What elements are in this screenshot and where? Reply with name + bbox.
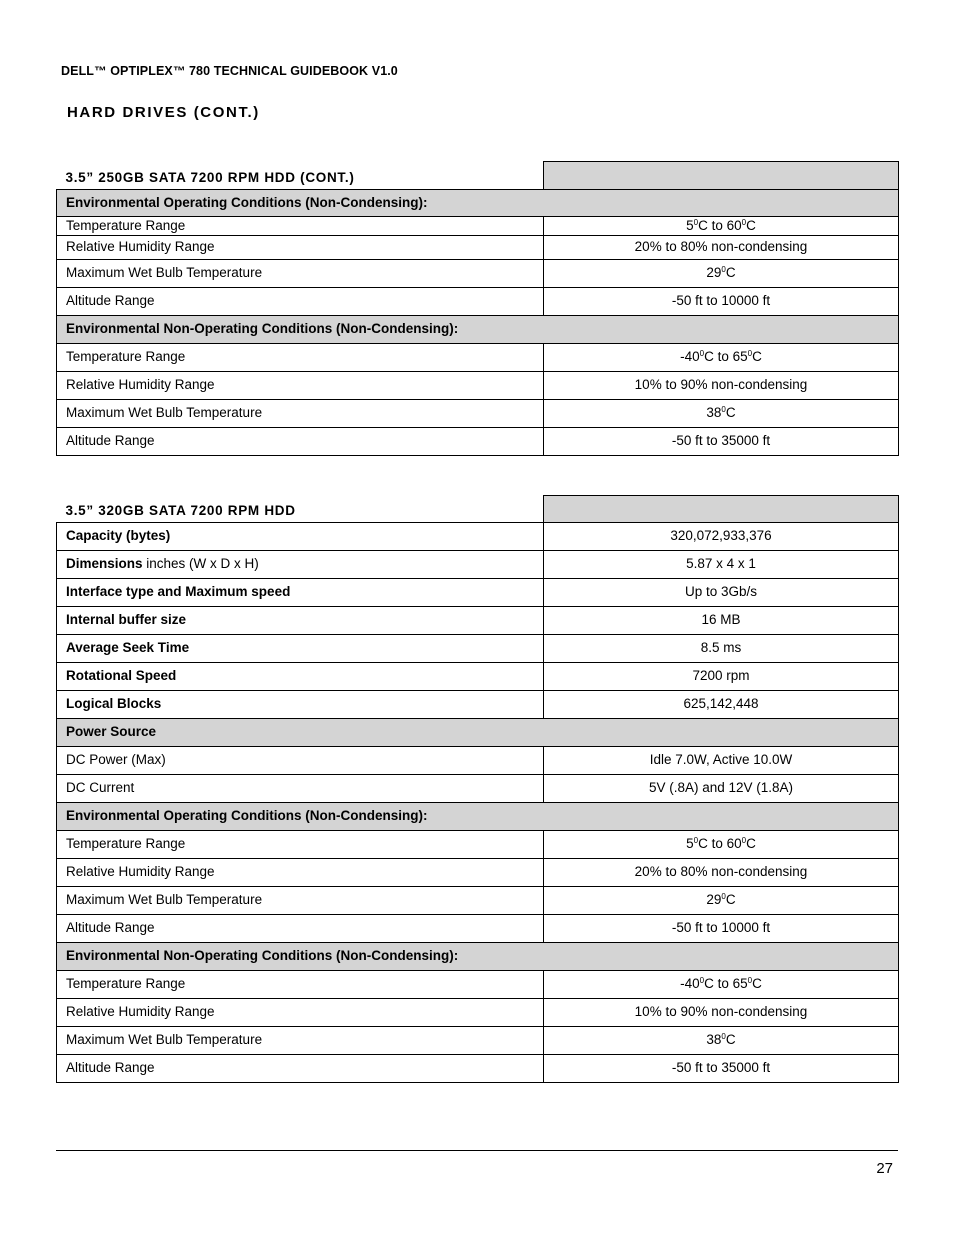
row-value: 20% to 80% non-condensing bbox=[544, 236, 899, 260]
row-label: Capacity (bytes) bbox=[57, 523, 544, 551]
section-header-operating: Environmental Operating Conditions (Non-Condensing): bbox=[57, 190, 899, 217]
row-label: Maximum Wet Bulb Temperature bbox=[57, 400, 544, 428]
row-value: $-40^0C$ to $65^0C$ bbox=[544, 344, 899, 372]
row-label: Relative Humidity Range bbox=[57, 236, 544, 260]
row-value: -50 ft to 35000 ft bbox=[544, 428, 899, 456]
document-title: DELL™ OPTIPLEX™ 780 TECHNICAL GUIDEBOOK V1.0 bbox=[61, 64, 398, 78]
table-row bbox=[57, 607, 899, 635]
table-row bbox=[57, 523, 899, 551]
table-row bbox=[57, 372, 899, 400]
table-row bbox=[57, 1055, 899, 1083]
row-value: Idle 7.0W, Active 10.0W bbox=[544, 747, 899, 775]
table-row bbox=[57, 551, 899, 579]
row-label: Temperature Range bbox=[57, 971, 544, 999]
table-title-value-cell bbox=[544, 496, 899, 523]
table-row bbox=[57, 635, 899, 663]
row-label: Logical Blocks bbox=[57, 691, 544, 719]
row-label: Interface type and Maximum speed bbox=[57, 579, 544, 607]
row-value: $5^0C$ to $60^0C$ bbox=[544, 831, 899, 859]
table-row bbox=[57, 400, 899, 428]
table-row bbox=[57, 971, 899, 999]
section-header-row bbox=[57, 803, 899, 831]
table-row bbox=[57, 859, 899, 887]
section-header-row bbox=[57, 190, 899, 217]
row-value: Up to 3Gb/s bbox=[544, 579, 899, 607]
table-row bbox=[57, 236, 899, 260]
table-title-row bbox=[57, 162, 899, 190]
section-header-power: Power Source bbox=[57, 719, 899, 747]
row-label: DC Power (Max) bbox=[57, 747, 544, 775]
row-value: $38^0C$ bbox=[544, 400, 899, 428]
row-label: Temperature Range bbox=[57, 217, 544, 236]
section-header-row bbox=[57, 316, 899, 344]
row-label: Rotational Speed bbox=[57, 663, 544, 691]
table-row bbox=[57, 428, 899, 456]
row-value: 625,142,448 bbox=[544, 691, 899, 719]
spec-table-320gb bbox=[56, 495, 899, 1083]
row-label: Dimensions inches (W x D x H) bbox=[57, 551, 544, 579]
row-label: Maximum Wet Bulb Temperature bbox=[57, 260, 544, 288]
row-value: 320,072,933,376 bbox=[544, 523, 899, 551]
row-label: Relative Humidity Range bbox=[57, 999, 544, 1027]
table-title: 3.5” 320GB SATA 7200 RPM HDD bbox=[65, 503, 296, 519]
row-value: $29^0C$ bbox=[544, 887, 899, 915]
table-row bbox=[57, 1027, 899, 1055]
row-label: Altitude Range bbox=[57, 1055, 544, 1083]
row-label: Altitude Range bbox=[57, 915, 544, 943]
row-label: Internal buffer size bbox=[57, 607, 544, 635]
row-label: Average Seek Time bbox=[57, 635, 544, 663]
row-label: Relative Humidity Range bbox=[57, 372, 544, 400]
row-value: 7200 rpm bbox=[544, 663, 899, 691]
table-row bbox=[57, 344, 899, 372]
table-row bbox=[57, 775, 899, 803]
row-label: Temperature Range bbox=[57, 831, 544, 859]
table-row bbox=[57, 691, 899, 719]
table-row bbox=[57, 260, 899, 288]
section-title: HARD DRIVES (CONT.) bbox=[67, 104, 260, 121]
section-header-row bbox=[57, 943, 899, 971]
section-header-non-operating: Environmental Non-Operating Conditions (Non-Condensing): bbox=[57, 943, 899, 971]
section-header-operating: Environmental Operating Conditions (Non-Condensing): bbox=[57, 803, 899, 831]
row-value: $5^0C$ to $60^0C$ bbox=[544, 217, 899, 236]
table-row bbox=[57, 579, 899, 607]
row-value: 16 MB bbox=[544, 607, 899, 635]
table-row bbox=[57, 747, 899, 775]
footer-divider bbox=[56, 1150, 898, 1151]
row-value: 10% to 90% non-condensing bbox=[544, 999, 899, 1027]
table-row bbox=[57, 915, 899, 943]
table-row bbox=[57, 217, 899, 236]
row-label: Temperature Range bbox=[57, 344, 544, 372]
row-value: 5V (.8A) and 12V (1.8A) bbox=[544, 775, 899, 803]
row-value: 10% to 90% non-condensing bbox=[544, 372, 899, 400]
table-row bbox=[57, 887, 899, 915]
row-value: -50 ft to 35000 ft bbox=[544, 1055, 899, 1083]
section-header-row bbox=[57, 719, 899, 747]
table-row bbox=[57, 288, 899, 316]
row-label: Altitude Range bbox=[57, 428, 544, 456]
row-label: Maximum Wet Bulb Temperature bbox=[57, 1027, 544, 1055]
row-label: Maximum Wet Bulb Temperature bbox=[57, 887, 544, 915]
row-label: Relative Humidity Range bbox=[57, 859, 544, 887]
table-row bbox=[57, 663, 899, 691]
row-label: DC Current bbox=[57, 775, 544, 803]
table-title: 3.5” 250GB SATA 7200 RPM HDD (CONT.) bbox=[65, 170, 355, 186]
row-value: 5.87 x 4 x 1 bbox=[544, 551, 899, 579]
row-value: -50 ft to 10000 ft bbox=[544, 288, 899, 316]
row-value: $38^0C$ bbox=[544, 1027, 899, 1055]
row-value: 8.5 ms bbox=[544, 635, 899, 663]
page-number: 27 bbox=[876, 1160, 893, 1177]
section-header-non-operating: Environmental Non-Operating Conditions (Non-Condensing): bbox=[57, 316, 899, 344]
spec-table-250gb bbox=[56, 161, 899, 456]
row-value: $-40^0C$ to $65^0C$ bbox=[544, 971, 899, 999]
table-row bbox=[57, 831, 899, 859]
row-value: -50 ft to 10000 ft bbox=[544, 915, 899, 943]
row-value: $29^0C$ bbox=[544, 260, 899, 288]
row-value: 20% to 80% non-condensing bbox=[544, 859, 899, 887]
table-title-row bbox=[57, 496, 899, 523]
table-row bbox=[57, 999, 899, 1027]
table-title-value-cell bbox=[544, 162, 899, 190]
row-label: Altitude Range bbox=[57, 288, 544, 316]
